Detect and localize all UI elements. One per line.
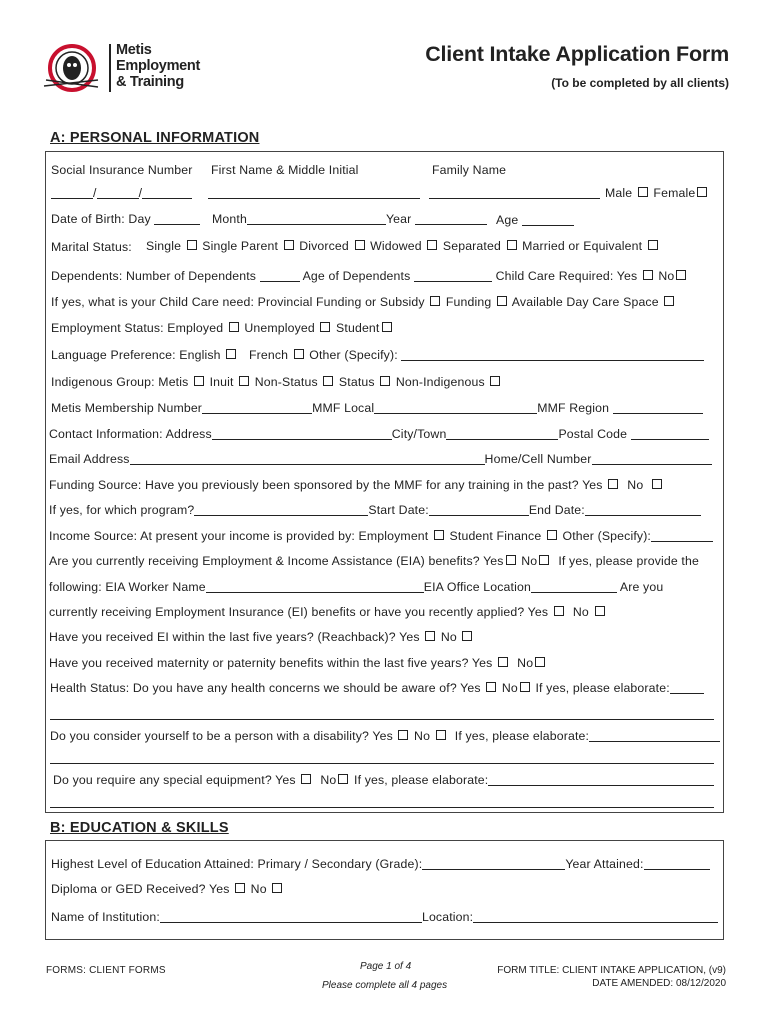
- start-date-field[interactable]: [429, 503, 529, 516]
- family-name-label: Family Name: [432, 163, 507, 177]
- non-indigenous-checkbox[interactable]: [490, 376, 500, 386]
- city-field[interactable]: [446, 427, 558, 440]
- age-row: Age: [496, 213, 574, 227]
- footer-date-amended: DATE AMENDED: 08/12/2020: [592, 978, 726, 989]
- health-elaborate-field[interactable]: [670, 681, 704, 694]
- footer-please-complete: Please complete all 4 pages: [322, 980, 448, 991]
- dependents-row: Dependents: Number of Dependents Age of Dependents Child Care Required: Yes No: [51, 269, 688, 283]
- english-checkbox[interactable]: [226, 349, 236, 359]
- dob-day-field[interactable]: [154, 212, 200, 225]
- dependents-age-field[interactable]: [414, 269, 492, 282]
- diploma-row: Diploma or GED Received? Yes No: [51, 882, 284, 896]
- single-checkbox[interactable]: [187, 240, 197, 250]
- disability-no-checkbox[interactable]: [436, 730, 446, 740]
- language-other-field[interactable]: [401, 348, 704, 361]
- maternity-no-checkbox[interactable]: [535, 657, 545, 667]
- daycare-space-checkbox[interactable]: [664, 296, 674, 306]
- dependents-number-field[interactable]: [260, 269, 300, 282]
- ei-no-checkbox[interactable]: [595, 606, 605, 616]
- disability-elaborate-field[interactable]: [589, 729, 720, 742]
- education-row: Highest Level of Education Attained: Primary / Secondary (Grade): Year Attained:: [51, 857, 710, 871]
- employed-checkbox[interactable]: [229, 322, 239, 332]
- location-field[interactable]: [473, 910, 718, 923]
- family-name-field[interactable]: [429, 198, 600, 199]
- male-checkbox[interactable]: [638, 187, 648, 197]
- disability-yes-checkbox[interactable]: [398, 730, 408, 740]
- mmf-local-field[interactable]: [374, 401, 537, 414]
- married-checkbox[interactable]: [648, 240, 658, 250]
- page-title: Client Intake Application Form: [425, 42, 729, 66]
- eia-worker-row: following: EIA Worker Name EIA Office Location Are you: [49, 580, 664, 594]
- metis-emblem-icon: [42, 40, 100, 94]
- membership-row: Metis Membership Number MMF Local MMF Region: [51, 401, 703, 415]
- email-row: Email Address Home/Cell Number: [49, 452, 712, 466]
- health-row: Health Status: Do you have any health concerns we should be aware of? Yes No If yes, please elaborate:: [50, 681, 704, 695]
- mmf-no-checkbox[interactable]: [652, 479, 662, 489]
- ei-row: currently receiving Employment Insurance (EI) benefits or have you recently applied? Yes No: [49, 605, 607, 619]
- postal-code-field[interactable]: [631, 427, 709, 440]
- status-checkbox[interactable]: [380, 376, 390, 386]
- logo: [42, 40, 202, 96]
- marital-options: Single Single Parent Divorced Widowed Separated Married or Equivalent: [146, 239, 660, 253]
- equipment-row: Do you require any special equipment? Yes No If yes, please elaborate:: [53, 773, 714, 787]
- logo-divider: [109, 44, 111, 92]
- section-b-heading: B: EDUCATION & SKILLS: [50, 820, 229, 836]
- sin-field[interactable]: / /: [51, 186, 192, 200]
- income-other-field[interactable]: [651, 529, 713, 542]
- ei-five-yes-checkbox[interactable]: [425, 631, 435, 641]
- eia-worker-field[interactable]: [206, 580, 424, 593]
- health-no-checkbox[interactable]: [520, 682, 530, 692]
- equipment-elaborate-field[interactable]: [488, 773, 714, 786]
- footer-form-title: FORM TITLE: CLIENT INTAKE APPLICATION, (v9): [497, 965, 726, 976]
- grade-field[interactable]: [422, 857, 565, 870]
- address-field[interactable]: [212, 427, 392, 440]
- single-parent-checkbox[interactable]: [284, 240, 294, 250]
- divorced-checkbox[interactable]: [355, 240, 365, 250]
- disability-row: Do you consider yourself to be a person with a disability? Yes No If yes, please elaborate:: [50, 729, 720, 743]
- health-elaborate-line[interactable]: [50, 719, 714, 720]
- equipment-no-checkbox[interactable]: [338, 774, 348, 784]
- eia-office-field[interactable]: [531, 580, 617, 593]
- mmf-yes-checkbox[interactable]: [608, 479, 618, 489]
- first-name-field[interactable]: [208, 198, 420, 199]
- disability-elaborate-line[interactable]: [50, 763, 714, 764]
- inuit-checkbox[interactable]: [239, 376, 249, 386]
- logo-text: Metis Employment & Training: [116, 42, 201, 90]
- childcare-no-checkbox[interactable]: [676, 270, 686, 280]
- dob-row: Date of Birth: Day: [51, 212, 200, 226]
- female-checkbox[interactable]: [697, 187, 707, 197]
- phone-field[interactable]: [592, 452, 712, 465]
- mmf-region-field[interactable]: [613, 401, 703, 414]
- membership-number-field[interactable]: [202, 401, 312, 414]
- institution-field[interactable]: [160, 910, 422, 923]
- institution-row: Name of Institution: Location:: [51, 910, 718, 924]
- funding-source-row: Funding Source: Have you previously been sponsored by the MMF for any training in the past? Yes No: [49, 478, 664, 492]
- childcare-yes-checkbox[interactable]: [643, 270, 653, 280]
- eia-row: Are you currently receiving Employment & Income Assistance (EIA) benefits? Yes No If yes, please provide the: [49, 554, 699, 568]
- contact-row: Contact Information: Address City/Town Postal Code: [49, 427, 709, 441]
- indigenous-row: Indigenous Group: Metis Inuit Non-Status Status Non-Indigenous: [51, 375, 502, 389]
- ei-five-row: Have you received EI within the last five years? (Reachback)? Yes No: [49, 630, 474, 644]
- dob-year-field[interactable]: [415, 212, 487, 225]
- student-checkbox[interactable]: [382, 322, 392, 332]
- funding-checkbox[interactable]: [497, 296, 507, 306]
- maternity-yes-checkbox[interactable]: [498, 657, 508, 667]
- childcare-need-row: If yes, what is your Child Care need: Provincial Funding or Subsidy Funding Available Day Care Space: [51, 295, 676, 309]
- health-yes-checkbox[interactable]: [486, 682, 496, 692]
- french-checkbox[interactable]: [294, 349, 304, 359]
- income-source-row: Income Source: At present your income is provided by: Employment Student Finance Other (Specify):: [49, 529, 713, 543]
- metis-checkbox[interactable]: [194, 376, 204, 386]
- employment-checkbox[interactable]: [434, 530, 444, 540]
- ei-five-no-checkbox[interactable]: [462, 631, 472, 641]
- diploma-yes-checkbox[interactable]: [235, 883, 245, 893]
- maternity-row: Have you received maternity or paternity benefits within the last five years? Yes No: [49, 656, 547, 670]
- employment-row: Employment Status: Employed Unemployed Student: [51, 321, 394, 335]
- footer-page: Page 1 of 4: [360, 961, 412, 972]
- marital-label: Marital Status:: [51, 240, 132, 254]
- program-row: If yes, for which program? Start Date: End Date:: [49, 503, 701, 517]
- month-row: Month Year: [212, 212, 487, 226]
- age-field[interactable]: [522, 213, 574, 226]
- sin-label: Social Insurance Number: [51, 163, 193, 177]
- end-date-field[interactable]: [585, 503, 701, 516]
- footer-forms: FORMS: CLIENT FORMS: [46, 965, 166, 976]
- eia-yes-checkbox[interactable]: [506, 555, 516, 565]
- page-subtitle: (To be completed by all clients): [551, 76, 729, 90]
- section-a-heading: A: PERSONAL INFORMATION: [50, 130, 260, 146]
- dob-month-field[interactable]: [247, 212, 386, 225]
- student-finance-checkbox[interactable]: [547, 530, 557, 540]
- ei-yes-checkbox[interactable]: [554, 606, 564, 616]
- program-field[interactable]: [194, 503, 368, 516]
- language-row: Language Preference: English French Other (Specify):: [51, 348, 704, 362]
- email-field[interactable]: [130, 452, 485, 465]
- first-name-label: First Name & Middle Initial: [211, 163, 359, 177]
- subsidy-checkbox[interactable]: [430, 296, 440, 306]
- year-attained-field[interactable]: [644, 857, 710, 870]
- equipment-elaborate-line[interactable]: [50, 807, 714, 808]
- diploma-no-checkbox[interactable]: [272, 883, 282, 893]
- gender-options: Male Female: [605, 186, 709, 200]
- widowed-checkbox[interactable]: [427, 240, 437, 250]
- unemployed-checkbox[interactable]: [320, 322, 330, 332]
- non-status-checkbox[interactable]: [323, 376, 333, 386]
- separated-checkbox[interactable]: [507, 240, 517, 250]
- equipment-yes-checkbox[interactable]: [301, 774, 311, 784]
- eia-no-checkbox[interactable]: [539, 555, 549, 565]
